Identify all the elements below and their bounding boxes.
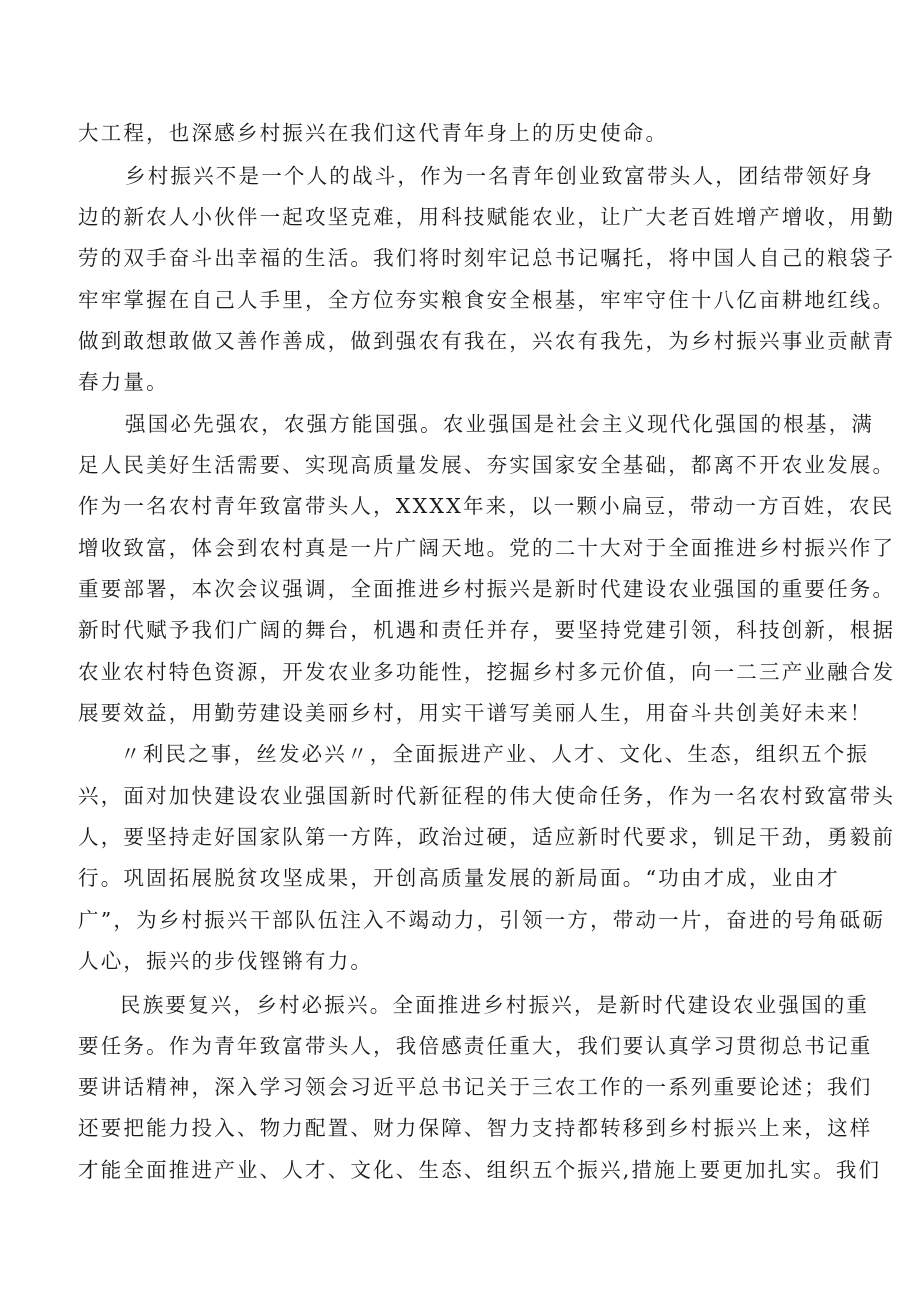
text-line: 新时代赋予我们广阔的舞台，机遇和责任并存，要坚持党建引领，科技创新，根据 xyxy=(78,618,896,642)
text-line: 做到敢想敢做又善作善成，做到强农有我在，兴农有我先，为乡村振兴事业贡献青 xyxy=(78,329,896,353)
text-line: 人，要坚持走好国家队第一方阵，政治过硬，适应新时代要求，钏足干劲，勇毅前 xyxy=(78,825,896,849)
text-line: 春力量。 xyxy=(78,370,169,394)
text-line: 足人民美好生活需要、实现高质量发展、夯实国家安全基础，都离不开农业发展。 xyxy=(78,453,896,477)
text-line: 边的新农人小伙伴一起攻坚克难，用科技赋能农业，让广大老百姓增产增收，用勤 xyxy=(78,205,896,229)
text-line: 展要效益，用勤劳建设美丽乡村，用实干谱写美丽人生，用奋斗共创美好未来！ xyxy=(78,701,873,725)
text-line: 广”，为乡村振兴干部队伍注入不竭动力，引领一方，带动一片，奋进的号角砥砺 xyxy=(78,908,886,932)
text-line: 要任务。作为青年致富带头人，我倍感责任重大，我们要认真学习贯彻总书记重 xyxy=(78,1034,873,1058)
text-line: 还要把能力投入、物力配置、财力保障、智力支持都转移到乡村振兴上来，这样 xyxy=(78,1116,873,1140)
paragraph-first-line: 民族要复兴，乡村必振兴。全面推进乡村振兴，是新时代建设农业强国的重 xyxy=(120,993,870,1017)
paragraph-first-line: 乡村振兴不是一个人的战斗，作为一名青年创业致富带头人，团结带领好身 xyxy=(125,164,875,188)
text-line: 增收致富，体会到农村真是一片广阔天地。党的二十大对于全面推进乡村振兴作了 xyxy=(78,536,896,560)
text-line: 才能全面推进产业、人才、文化、生态、组织五个振兴,措施上要更加扎实。我们 xyxy=(78,1158,882,1182)
text-line: 重要部署，本次会议强调，全面推进乡村振兴是新时代建设农业强国的重要任务。 xyxy=(78,577,896,601)
text-line: 要讲话精神，深入学习领会习近平总书记关于三农工作的一系列重要论述；我们 xyxy=(78,1075,873,1099)
paragraph-first-line: 〃利民之事，丝发必兴〃，全面振进产业、人才、文化、生态，组织五个振 xyxy=(120,742,870,766)
text-line: 人心，振兴的步伐铿锵有力。 xyxy=(78,949,374,973)
text-line: 农业农村特色资源，开发农业多功能性，挖掘乡村多元价值，向一二三产业融合发 xyxy=(78,660,896,684)
text-line: 行。巩固拓展脱贫攻坚成果，开创高质量发展的新局面。“功由才成，业由才 xyxy=(78,866,840,890)
text-line: 大工程，也深感乡村振兴在我们这代青年身上的历史使命。 xyxy=(78,121,669,145)
paragraph-first-line: 强国必先强农，农强方能国强。农业强国是社会主义现代化强国的根基，满 xyxy=(125,412,875,436)
text-line: 兴，面对加快建设农业强国新时代新征程的伟大使命任务，作为一名农村致富带头 xyxy=(78,784,896,808)
text-line: 劳的双手奋斗出幸福的生活。我们将时刻牢记总书记嘱托，将中国人自己的粮袋子 xyxy=(78,246,896,270)
text-line: 牢牢掌握在自己人手里，全方位夯实粮食安全根基，牢牢守住十八亿亩耕地红线。 xyxy=(78,288,896,312)
text-line: 作为一名农村青年致富带头人，XXXX年来，以一颗小扁豆，带动一方百姓，农民 xyxy=(78,494,895,518)
